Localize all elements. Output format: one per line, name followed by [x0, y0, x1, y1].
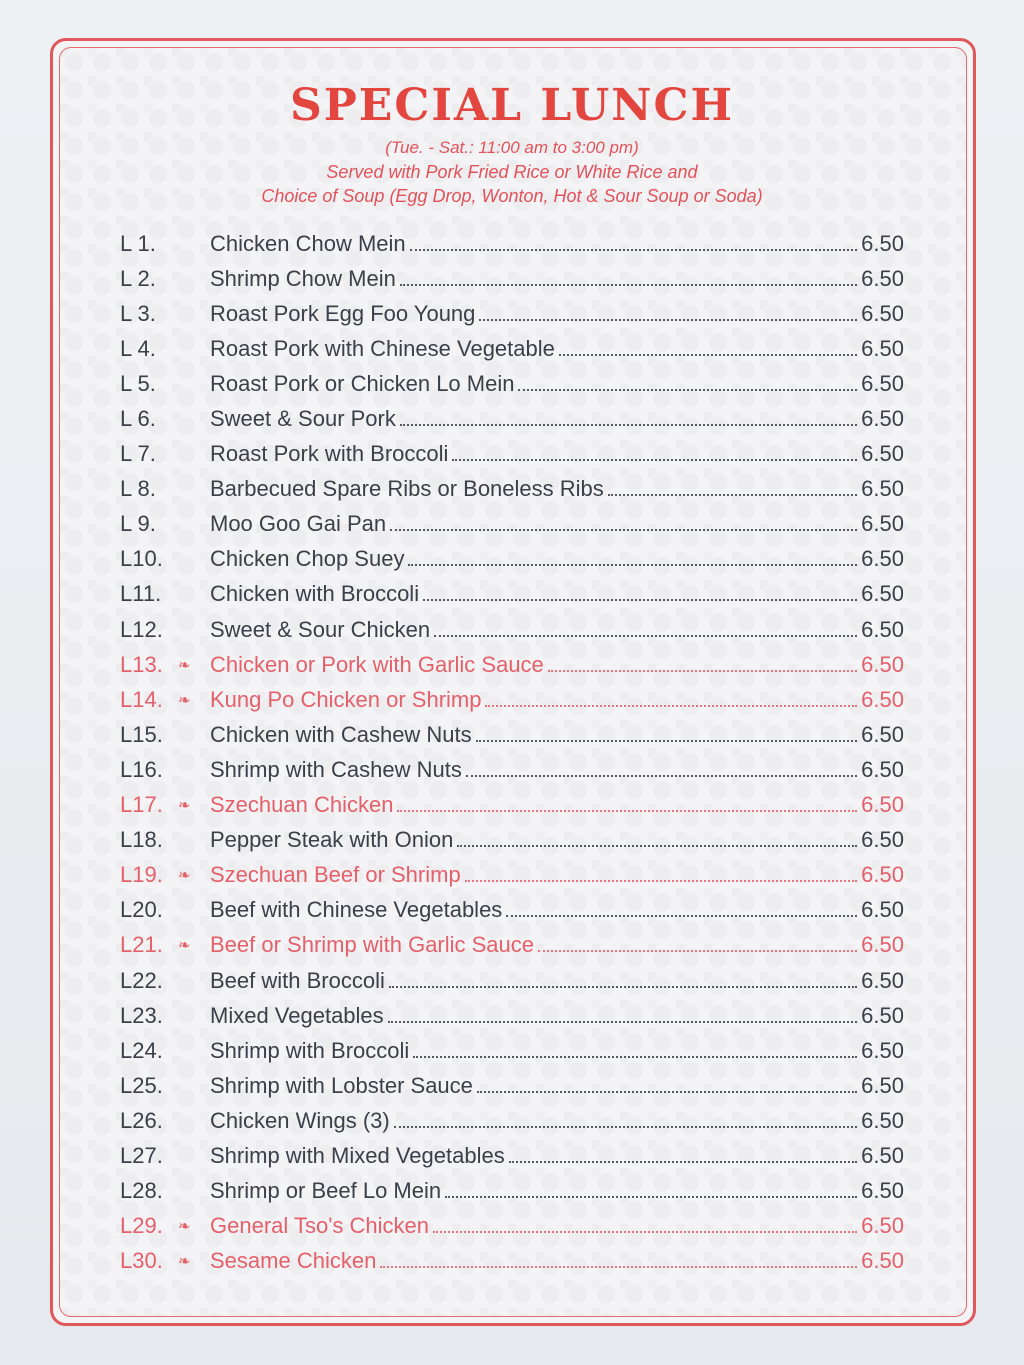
served-with-line-2: Choice of Soup (Egg Drop, Wonton, Hot & Sour Soup or Soda)	[261, 186, 763, 206]
menu-item-code: L25.	[120, 1072, 163, 1098]
menu-item-name: Kung Po Chicken or Shrimp	[210, 686, 482, 712]
dot-leader	[608, 494, 857, 496]
menu-item-price: 6.50	[861, 932, 904, 958]
menu-item-price: 6.50	[861, 651, 904, 677]
dot-leader	[485, 705, 857, 707]
menu-item-code: L 9.	[120, 511, 156, 537]
menu-item-code: L 5.	[120, 370, 156, 396]
menu-item-price: 6.50	[861, 1002, 904, 1028]
dot-leader	[477, 1091, 857, 1093]
menu-item	[120, 1138, 904, 1173]
dot-leader	[445, 1196, 857, 1198]
dot-leader	[518, 389, 857, 391]
menu-item-name: Mixed Vegetables	[210, 1002, 384, 1028]
dot-leader	[408, 564, 857, 566]
dot-leader	[506, 915, 857, 917]
menu-item	[120, 682, 904, 717]
menu-item-name: Beef with Broccoli	[210, 967, 385, 993]
dot-leader	[457, 845, 857, 847]
menu-item-name: Chicken Chop Suey	[210, 546, 405, 572]
dot-leader	[390, 529, 857, 531]
menu-item-price: 6.50	[861, 546, 904, 572]
menu-item-code: L16.	[120, 756, 163, 782]
dot-leader	[400, 284, 857, 286]
spicy-icon: ❧	[178, 1218, 191, 1236]
menu-item-code: L19.	[120, 862, 163, 888]
menu-item-code: L26.	[120, 1107, 163, 1133]
menu-item-price: 6.50	[861, 265, 904, 291]
menu-item-price: 6.50	[861, 616, 904, 642]
menu-item-code: L 1.	[120, 230, 156, 256]
dot-leader	[380, 1266, 857, 1268]
menu-item	[120, 331, 904, 366]
menu-item-code: L10.	[120, 546, 163, 572]
menu-item-price: 6.50	[861, 1037, 904, 1063]
menu-item	[120, 717, 904, 752]
menu-item-price: 6.50	[861, 581, 904, 607]
menu-item	[120, 998, 904, 1033]
menu-item-name: Shrimp or Beef Lo Mein	[210, 1178, 442, 1204]
menu-item-code: L 2.	[120, 265, 156, 291]
menu-item	[120, 226, 904, 261]
menu-item-price: 6.50	[861, 1072, 904, 1098]
menu-item-name: Chicken with Broccoli	[210, 581, 420, 607]
menu-item-price: 6.50	[861, 511, 904, 537]
menu-item-code: L13.	[120, 651, 163, 677]
dot-leader	[413, 1056, 857, 1058]
menu-item-name: Roast Pork with Chinese Vegetable	[210, 335, 555, 361]
menu-item-price: 6.50	[861, 686, 904, 712]
menu-item-name: Beef with Chinese Vegetables	[210, 897, 503, 923]
spicy-icon: ❧	[178, 797, 191, 815]
dot-leader	[400, 424, 857, 426]
menu-item	[120, 893, 904, 928]
dot-leader	[559, 354, 857, 356]
menu-item-code: L 6.	[120, 406, 156, 432]
dot-leader	[423, 599, 857, 601]
menu-item-name: Pepper Steak with Onion	[210, 827, 454, 853]
spicy-icon: ❧	[178, 691, 191, 709]
menu-item-name: Chicken Wings (3)	[210, 1107, 390, 1133]
menu-item	[120, 1209, 904, 1244]
dot-leader	[538, 950, 857, 952]
menu-item	[120, 928, 904, 963]
menu-item-code: L21.	[120, 932, 163, 958]
menu-item-price: 6.50	[861, 1142, 904, 1168]
menu-item-code: L11.	[120, 581, 162, 607]
menu-item-code: L24.	[120, 1037, 163, 1063]
menu-item-name: Roast Pork or Chicken Lo Mein	[210, 370, 515, 396]
menu-item-price: 6.50	[861, 827, 904, 853]
menu-item	[120, 296, 904, 331]
menu-item-name: Sweet & Sour Chicken	[210, 616, 431, 642]
menu-item-code: L22.	[120, 967, 163, 993]
menu-item-code: L14.	[120, 686, 163, 712]
menu-item-price: 6.50	[861, 967, 904, 993]
menu-item-price: 6.50	[861, 862, 904, 888]
menu-item	[120, 1033, 904, 1068]
menu-item	[120, 401, 904, 436]
menu-item-price: 6.50	[861, 335, 904, 361]
menu-item-name: Sesame Chicken	[210, 1248, 377, 1274]
menu-item-name: Moo Goo Gai Pan	[210, 511, 387, 537]
menu-item-name: Roast Pork Egg Foo Young	[210, 300, 476, 326]
menu-item-code: L29.	[120, 1213, 163, 1239]
menu-item	[120, 1068, 904, 1103]
dot-leader	[465, 880, 857, 882]
menu-item-price: 6.50	[861, 792, 904, 818]
menu-item	[120, 261, 904, 296]
dot-leader	[434, 635, 857, 637]
menu-item-code: L17.	[120, 792, 163, 818]
menu-item-price: 6.50	[861, 1178, 904, 1204]
menu-item	[120, 366, 904, 401]
dot-leader	[410, 249, 858, 251]
menu-item-name: Shrimp with Lobster Sauce	[210, 1072, 473, 1098]
menu-item-name: Szechuan Chicken	[210, 792, 394, 818]
menu-item	[120, 858, 904, 893]
menu-item-name: Shrimp with Cashew Nuts	[210, 756, 462, 782]
menu-item	[120, 823, 904, 858]
dot-leader	[548, 670, 857, 672]
dot-leader	[479, 319, 857, 321]
dot-leader	[433, 1231, 857, 1233]
dot-leader	[452, 459, 857, 461]
dot-leader	[389, 986, 857, 988]
spicy-icon: ❧	[178, 1253, 191, 1271]
menu-item-name: Szechuan Beef or Shrimp	[210, 862, 461, 888]
menu-item-code: L 7.	[120, 441, 156, 467]
menu-item-code: L23.	[120, 1002, 163, 1028]
dot-leader	[388, 1021, 858, 1023]
menu-item-code: L28.	[120, 1178, 163, 1204]
menu-item-name: General Tso's Chicken	[210, 1213, 430, 1239]
menu-item-name: Roast Pork with Broccoli	[210, 441, 449, 467]
menu-item-code: L 4.	[120, 335, 156, 361]
menu-item-code: L27.	[120, 1142, 163, 1168]
menu-item-code: L12.	[120, 616, 163, 642]
spicy-icon: ❧	[178, 656, 191, 674]
menu-item-name: Shrimp Chow Mein	[210, 265, 396, 291]
menu-item	[120, 1244, 904, 1279]
menu-item-price: 6.50	[861, 476, 904, 502]
dot-leader	[466, 775, 857, 777]
menu-item-name: Chicken Chow Mein	[210, 230, 406, 256]
menu-item-price: 6.50	[861, 441, 904, 467]
menu-item-name: Beef or Shrimp with Garlic Sauce	[210, 932, 535, 958]
menu-item-price: 6.50	[861, 1248, 904, 1274]
spicy-icon: ❧	[178, 867, 191, 885]
menu-item-price: 6.50	[861, 756, 904, 782]
menu-title: SPECIAL LUNCH	[289, 80, 735, 131]
menu-item-list	[120, 226, 904, 1279]
dot-leader	[476, 740, 858, 742]
menu-item-code: L20.	[120, 897, 163, 923]
menu-item	[120, 437, 904, 472]
menu-item-price: 6.50	[861, 1107, 904, 1133]
dot-leader	[509, 1161, 857, 1163]
menu-item-code: L18.	[120, 827, 163, 853]
dot-leader	[397, 810, 857, 812]
menu-item	[120, 507, 904, 542]
menu-item-price: 6.50	[861, 300, 904, 326]
dot-leader	[394, 1126, 857, 1128]
served-with-line-1: Served with Pork Fried Rice or White Rice and	[326, 162, 698, 182]
menu-item	[120, 1103, 904, 1138]
spicy-icon: ❧	[178, 937, 191, 955]
menu-item-code: L15.	[120, 721, 163, 747]
menu-item-price: 6.50	[861, 721, 904, 747]
menu-item	[120, 963, 904, 998]
menu-item-name: Sweet & Sour Pork	[210, 406, 396, 432]
menu-item-name: Chicken or Pork with Garlic Sauce	[210, 651, 544, 677]
lunch-hours: (Tue. - Sat.: 11:00 am to 3:00 pm)	[385, 138, 639, 157]
menu-item	[120, 1174, 904, 1209]
menu-item	[120, 647, 904, 682]
menu-item-name: Shrimp with Mixed Vegetables	[210, 1142, 505, 1168]
menu-item-name: Chicken with Cashew Nuts	[210, 721, 472, 747]
menu-item-code: L30.	[120, 1248, 163, 1274]
menu-item-code: L 8.	[120, 476, 156, 502]
menu-item	[120, 542, 904, 577]
menu-item	[120, 752, 904, 787]
menu-item-price: 6.50	[861, 1213, 904, 1239]
menu-item-price: 6.50	[861, 406, 904, 432]
menu-item-code: L 3.	[120, 300, 156, 326]
menu-item-name: Shrimp with Broccoli	[210, 1037, 410, 1063]
menu-item-price: 6.50	[861, 897, 904, 923]
menu-item-name: Barbecued Spare Ribs or Boneless Ribs	[210, 476, 604, 502]
menu-item-price: 6.50	[861, 370, 904, 396]
menu-item	[120, 577, 904, 612]
menu-item	[120, 472, 904, 507]
menu-item	[120, 612, 904, 647]
menu-item	[120, 788, 904, 823]
menu-item-price: 6.50	[861, 230, 904, 256]
